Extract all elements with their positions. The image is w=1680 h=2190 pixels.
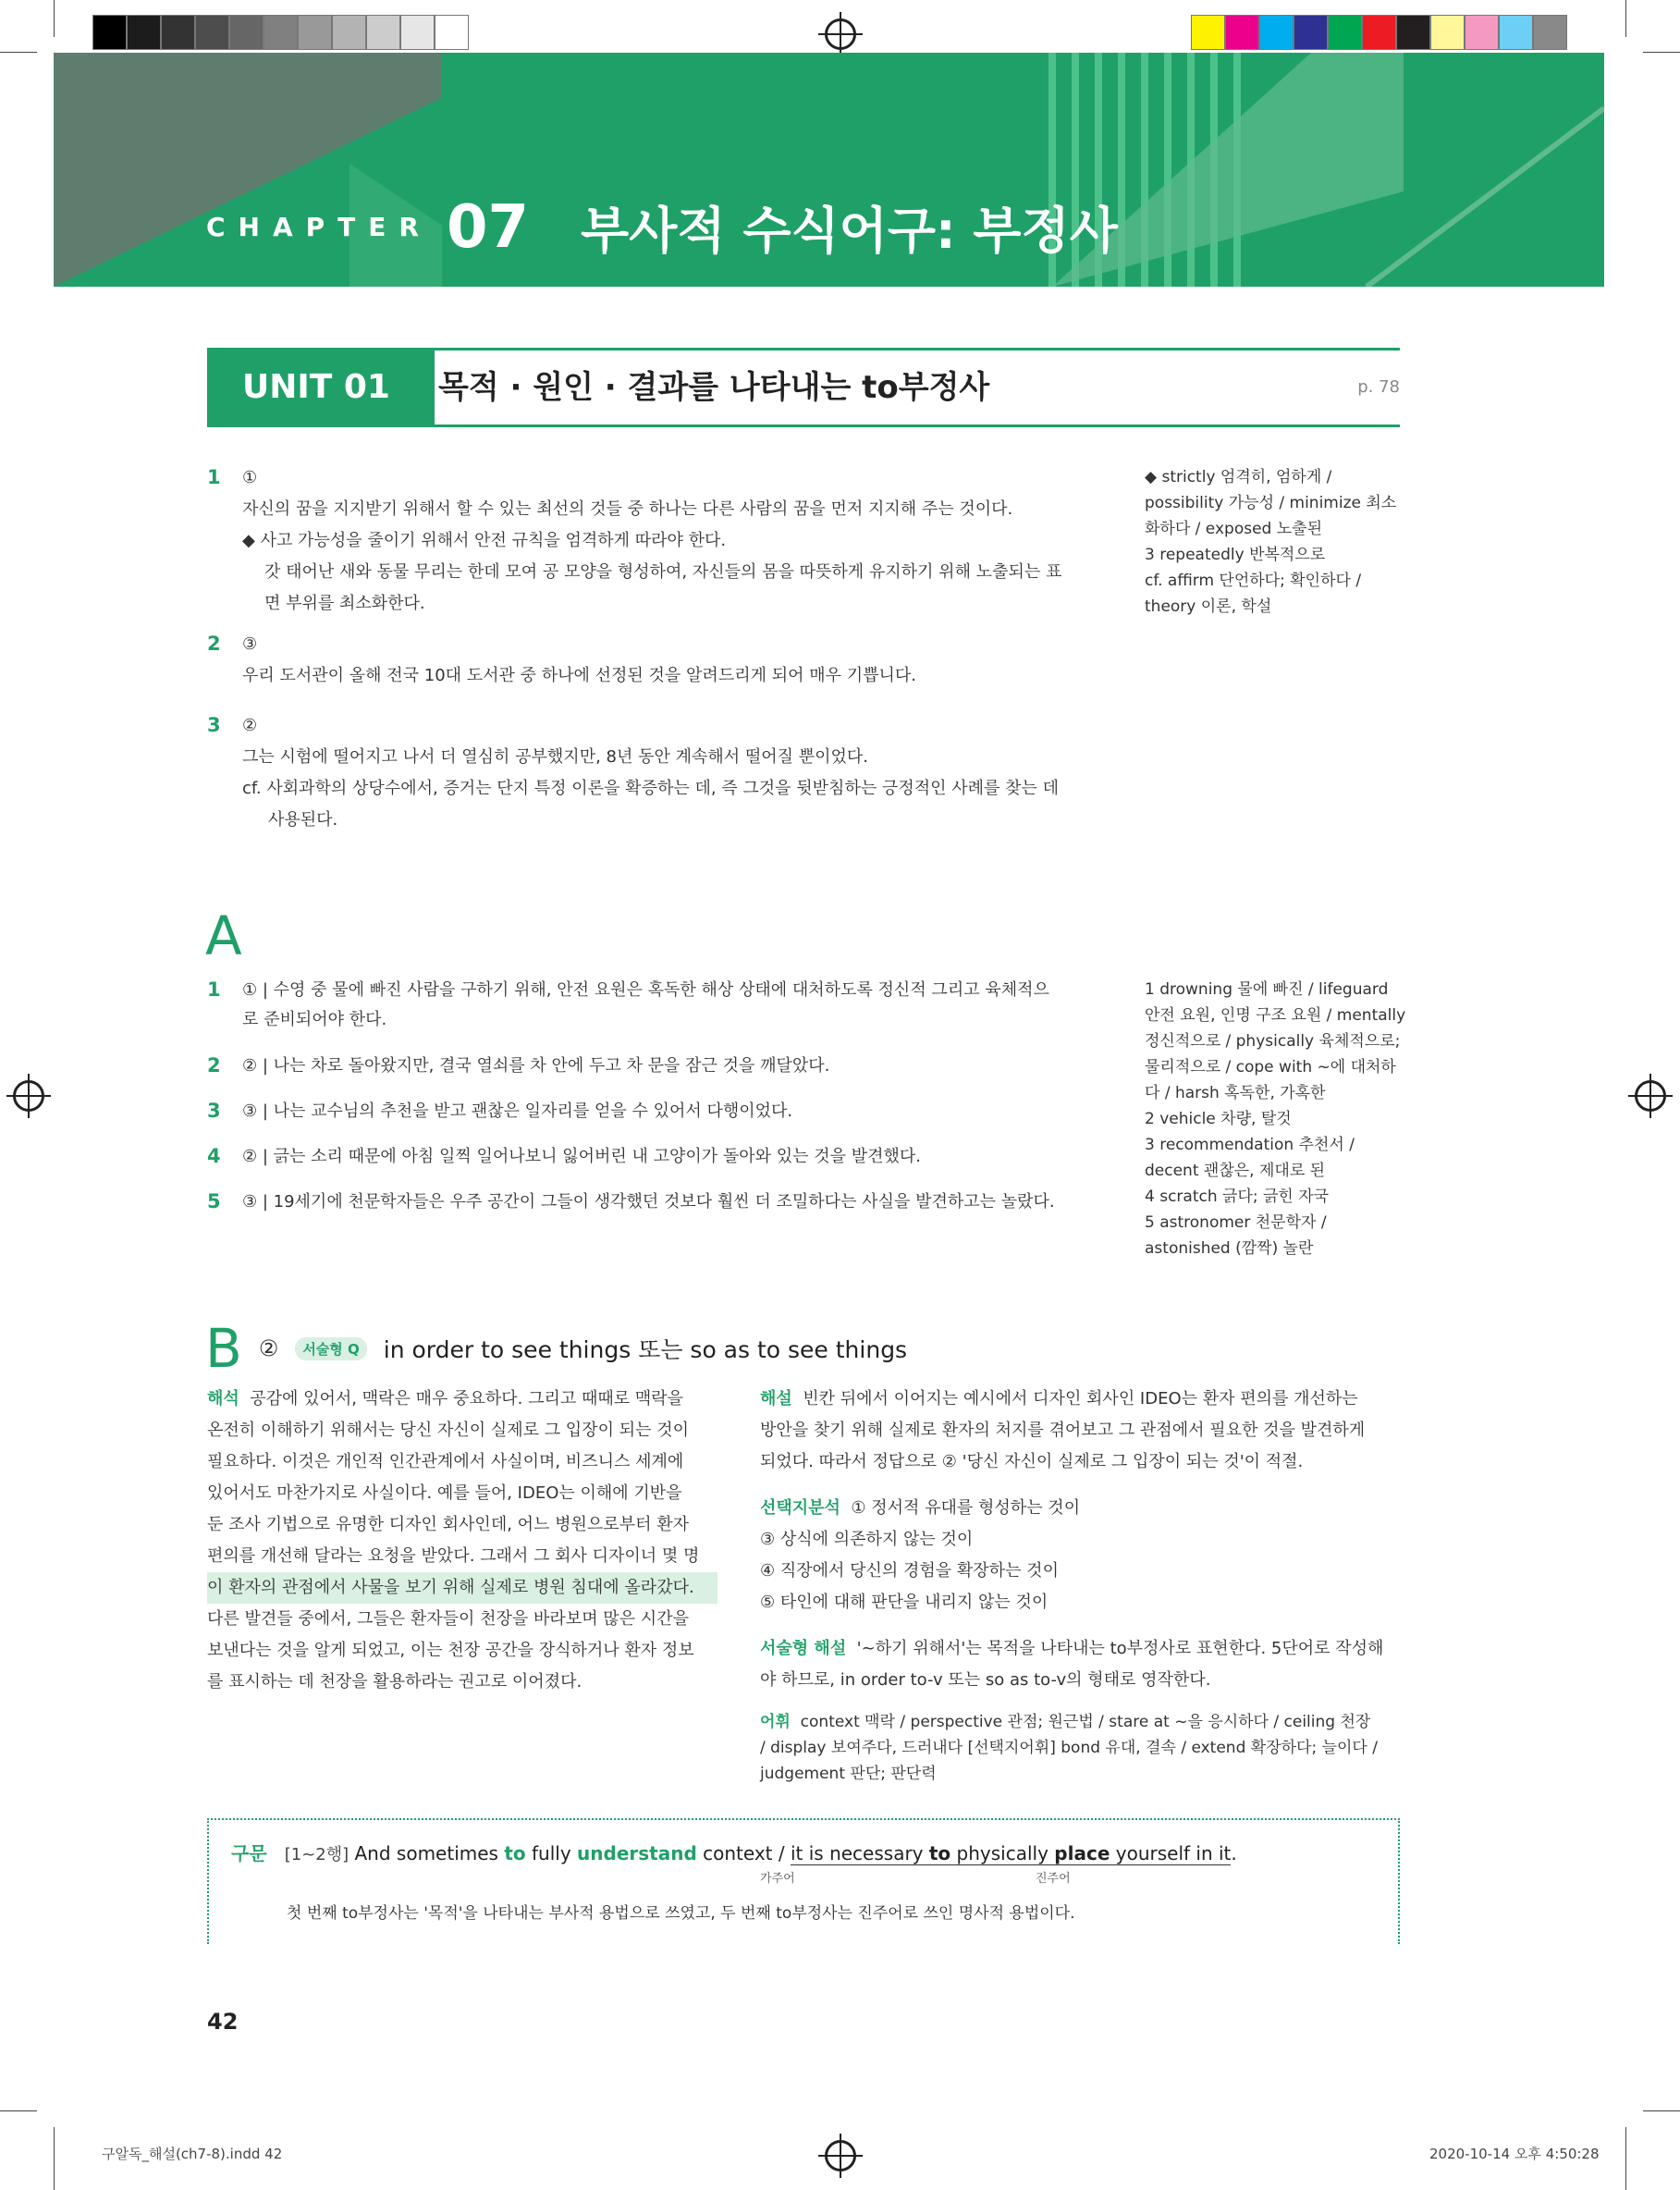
footer-file: 구알독_해설(ch7-8).indd 42 <box>102 2146 283 2162</box>
intro-item <box>207 462 1132 629</box>
vocab-line: 안전 요원, 인명 구조 요원 / mentally <box>1145 1006 1406 1025</box>
section-b-header <box>205 1317 907 1380</box>
a-item <box>207 1187 1132 1232</box>
explanation-line: 방안을 찾기 위해 실제로 환자의 처지를 겪어보고 그 관점에서 필요한 것을 발견하게 <box>760 1421 1366 1440</box>
vocab-line: 3 recommendation 추천서 / <box>1145 1136 1355 1154</box>
b-explanation <box>760 1384 1402 1787</box>
unit-title: 목적 · 원인 · 결과를 나타내는 to부정사 <box>438 369 990 406</box>
vocab-line: 화하다 / exposed 노출된 <box>1145 520 1322 538</box>
sentence-part: . <box>1231 1842 1237 1864</box>
item-number: 5 <box>207 1190 221 1212</box>
item-line: 그는 시험에 떨어지고 나서 더 열심히 공부했지만, 8년 동안 계속해서 떨어질 뿐이었다. <box>242 747 869 767</box>
grayscale-bar <box>92 15 469 52</box>
translation-line: 필요하다. 이것은 개인적 인간관계에서 사실이며, 비즈니스 세계에 <box>207 1452 684 1471</box>
translation-label: 해석 <box>207 1389 239 1409</box>
crop-mark <box>0 52 37 53</box>
sentence-part: to <box>504 1842 526 1864</box>
vocab-line: 물리적으로 / cope with ~에 대처하 <box>1145 1058 1396 1077</box>
vocab-line: cf. affirm 단언하다; 확인하다 / <box>1145 572 1362 590</box>
a-item <box>207 1096 1132 1141</box>
item-number: 1 <box>207 978 221 1001</box>
item-answer: ① <box>242 468 258 487</box>
vocab-line: 다 / harsh 혹독한, 가혹한 <box>1145 1084 1326 1102</box>
item-text: ③ | 19세기에 천문학자들은 우주 공간이 그들이 생각했던 것보다 훨씬 더 조밀하다는 사실을 발견하고는 놀랐다. <box>242 1192 1055 1212</box>
syntax-explanation: 첫 번째 to부정사는 '목적'을 나타내는 부사적 용법으로 쓰였고, 두 번째 to부정사는 진주어로 쓰인 명사적 용법이다. <box>287 1904 1075 1923</box>
color-bar <box>1191 15 1567 52</box>
essay-label: 서술형 해설 <box>760 1639 847 1658</box>
chapter-banner <box>54 53 1604 287</box>
chapter-label: CHAPTER <box>206 212 432 242</box>
translation-line: 있어서도 마찬가지로 사실이다. 예를 들어, IDEO는 이해에 기반을 <box>207 1483 682 1503</box>
item-line: 우리 도서관이 올해 전국 10대 도서관 중 하나에 선정된 것을 알려드리게 되어 매우 기쁩니다. <box>242 666 916 685</box>
crop-mark <box>1643 2110 1680 2111</box>
explanation-line: 빈칸 뒤에서 이어지는 예시에서 디자인 회사인 IDEO는 환자 편의를 개선하는 <box>803 1389 1358 1409</box>
crop-mark <box>1643 52 1680 53</box>
vocab-line: 5 astronomer 천문학자 / <box>1145 1213 1327 1232</box>
footer-timestamp: 2020-10-14 오후 4:50:28 <box>1429 2146 1600 2162</box>
syntax-line-ref: [1~2행] <box>284 1845 349 1864</box>
gajuo-note: 가주어 <box>760 1872 795 1886</box>
b-answer: ② <box>258 1335 279 1361</box>
a-item <box>207 1051 1132 1096</box>
section-b-letter: B <box>205 1317 242 1380</box>
b-vocab-line: judgement 판단; 판단력 <box>760 1765 937 1783</box>
item-line: 갓 태어난 새와 동물 무리는 한데 모여 공 모양을 형성하여, 자신들의 몸을 따뜻하게 유지하기 위해 노출되는 표 <box>264 562 1062 582</box>
section-a-items <box>207 975 1132 1232</box>
item-text: ③ | 나는 교수님의 추천을 받고 괜찮은 일자리를 얻을 수 있어서 다행이었다. <box>242 1101 793 1121</box>
b-vocab-line: context 맥락 / perspective 관점; 원근법 / stare at ~을 응시하다 / ceiling 천장 <box>800 1713 1371 1731</box>
essay-q-badge: 서술형 Q <box>295 1337 366 1360</box>
chapter-heading <box>206 191 1118 263</box>
sentence-part: And sometimes <box>354 1842 505 1864</box>
item-number: 2 <box>207 633 221 655</box>
sentence-part: it is necessary <box>790 1842 929 1864</box>
explanation-label: 해설 <box>760 1389 792 1409</box>
item-text: ② | 나는 차로 돌아왔지만, 결국 열쇠를 차 안에 두고 차 문을 잠근 것을 깨달았다. <box>242 1056 830 1076</box>
options-label: 선택지분석 <box>760 1498 840 1518</box>
item-text: ② | 긁는 소리 때문에 아침 일찍 일어나보니 잃어버린 내 고양이가 돌아와 있는 것을 발견했다. <box>242 1147 921 1166</box>
page-number: 42 <box>207 2009 239 2035</box>
crop-mark <box>1625 2127 1626 2190</box>
item-number: 1 <box>207 466 221 488</box>
translation-line: 둔 조사 기법으로 유명한 디자인 회사인데, 어느 병원으로부터 환자 <box>207 1515 689 1534</box>
unit-page-ref: p. 78 <box>1357 377 1400 397</box>
item-text: 로 준비되어야 한다. <box>242 1010 387 1029</box>
option-line: ① 정서적 유대를 형성하는 것이 <box>851 1498 1081 1518</box>
section-a-letter: A <box>205 904 242 967</box>
section-a-vocab <box>1145 977 1413 1261</box>
sentence-part: fully <box>525 1842 578 1864</box>
b-vocab-line: / display 보여주다, 드러내다 [선택지어휘] bond 유대, 결속 / extend 확장하다; 늘이다 / <box>760 1739 1378 1757</box>
b-translation <box>207 1384 717 1698</box>
item-line: cf. 사회과학의 상당수에서, 증거는 단지 특정 이론을 확증하는 데, 즉 그것을 뒷받침하는 긍정적인 사례를 찾는 데 <box>242 779 1059 798</box>
item-number: 2 <box>207 1054 221 1077</box>
intro-item <box>207 629 1132 710</box>
vocab-line: 3 repeatedly 반복적으로 <box>1145 546 1326 564</box>
syntax-box <box>207 1818 1400 1944</box>
vocab-label: 어휘 <box>760 1713 791 1731</box>
sentence-part: place <box>1054 1842 1110 1864</box>
item-answer: ② <box>242 716 258 735</box>
crop-mark <box>54 2127 55 2190</box>
jinjuo-note: 진주어 <box>1036 1872 1071 1886</box>
intro-items <box>207 462 1132 840</box>
item-number: 3 <box>207 1100 221 1122</box>
sentence-part: context / <box>696 1842 791 1864</box>
vocab-line: possibility 가능성 / minimize 최소 <box>1145 494 1397 512</box>
vocab-line: 정신적으로 / physically 육체적으로; <box>1145 1032 1401 1051</box>
sentence-part: understand <box>577 1842 697 1864</box>
translation-line: 이 환자의 관점에서 사물을 보기 위해 실제로 병원 침대에 올라갔다. <box>207 1572 717 1604</box>
intro-item <box>207 710 1132 840</box>
syntax-sentence <box>231 1839 1237 1865</box>
item-answer: ③ <box>242 634 258 654</box>
item-number: 4 <box>207 1145 221 1167</box>
crop-mark <box>0 2110 37 2111</box>
translation-line: 다른 발견들 중에서, 그들은 환자들이 천장을 바라보며 많은 시간을 <box>207 1609 689 1629</box>
a-item <box>207 1141 1132 1187</box>
vocab-line: astonished (깜짝) 놀란 <box>1145 1239 1314 1258</box>
chapter-number: 07 <box>446 192 530 262</box>
item-line: ◆ 사고 가능성을 줄이기 위해서 안전 규칙을 엄격하게 따라야 한다. <box>242 531 727 550</box>
option-line: ③ 상식에 의존하지 않는 것이 <box>760 1530 974 1549</box>
unit-label: UNIT 01 <box>207 351 435 424</box>
crop-mark <box>1625 0 1626 37</box>
item-line: 자신의 꿈을 지지받기 위해서 할 수 있는 최선의 것들 중 하나는 다른 사람의 꿈을 먼저 지지해 주는 것이다. <box>242 499 1013 519</box>
item-number: 3 <box>207 714 221 736</box>
chapter-title: 부사적 수식어구: 부정사 <box>581 202 1118 260</box>
translation-line: 온전히 이해하기 위해서는 당신 자신이 실제로 그 입장이 되는 것이 <box>207 1421 689 1440</box>
explanation-line: 되었다. 따라서 정답으로 ② '당신 자신이 실제로 그 입장이 되는 것'이 적절. <box>760 1452 1304 1471</box>
translation-line: 편의를 개선해 달라는 요청을 받았다. 그래서 그 회사 디자이너 몇 명 <box>207 1546 700 1566</box>
intro-vocab <box>1145 464 1413 620</box>
unit-header <box>207 348 1400 427</box>
translation-line: 를 표시하는 데 천장을 활용하라는 권고로 이어졌다. <box>207 1672 582 1692</box>
vocab-line: theory 이론, 학설 <box>1145 597 1272 616</box>
vocab-line: 4 scratch 긁다; 긁힌 자국 <box>1145 1187 1330 1206</box>
registration-mark-bottom <box>825 2140 856 2172</box>
vocab-line: decent 괜찮은, 제대로 된 <box>1145 1162 1326 1180</box>
registration-mark-left <box>13 1080 44 1112</box>
vocab-line: 1 drowning 물에 빠진 / lifeguard <box>1145 980 1389 999</box>
essay-line: '~하기 위해서'는 목적을 나타내는 to부정사로 표현한다. 5단어로 작성해 <box>856 1639 1384 1658</box>
item-line: 면 부위를 최소화한다. <box>264 594 425 613</box>
registration-mark-right <box>1635 1080 1666 1112</box>
registration-mark-top <box>825 18 856 50</box>
sentence-part: to <box>928 1842 951 1864</box>
sentence-part: physically <box>950 1842 1055 1864</box>
translation-line: 보낸다는 것을 알게 되었고, 이는 천장 공간을 장식하거나 환자 정보 <box>207 1641 694 1660</box>
item-line: 사용된다. <box>268 810 338 830</box>
option-line: ⑤ 타인에 대해 판단을 내리지 않는 것이 <box>760 1593 1048 1612</box>
b-answer-text: in order to see things 또는 so as to see things <box>383 1336 908 1363</box>
vocab-line: ◆ strictly 엄격히, 엄하게 / <box>1145 468 1332 486</box>
sentence-part: yourself in it <box>1110 1842 1232 1864</box>
syntax-label: 구문 <box>231 1842 267 1864</box>
vocab-line: 2 vehicle 차량, 탈것 <box>1145 1110 1292 1128</box>
option-line: ④ 직장에서 당신의 경험을 확장하는 것이 <box>760 1561 1059 1581</box>
a-item <box>207 975 1132 1051</box>
crop-mark <box>54 0 55 37</box>
item-text: ① | 수영 중 물에 빠진 사람을 구하기 위해, 안전 요원은 혹독한 해상 상태에 대처하도록 정신적 그리고 육체적으 <box>242 980 1049 1000</box>
essay-line: 야 하므로, in order to-v 또는 so as to-v의 형태로 영작한다. <box>760 1670 1211 1690</box>
translation-line: 공감에 있어서, 맥락은 매우 중요하다. 그리고 때때로 맥락을 <box>250 1389 684 1409</box>
